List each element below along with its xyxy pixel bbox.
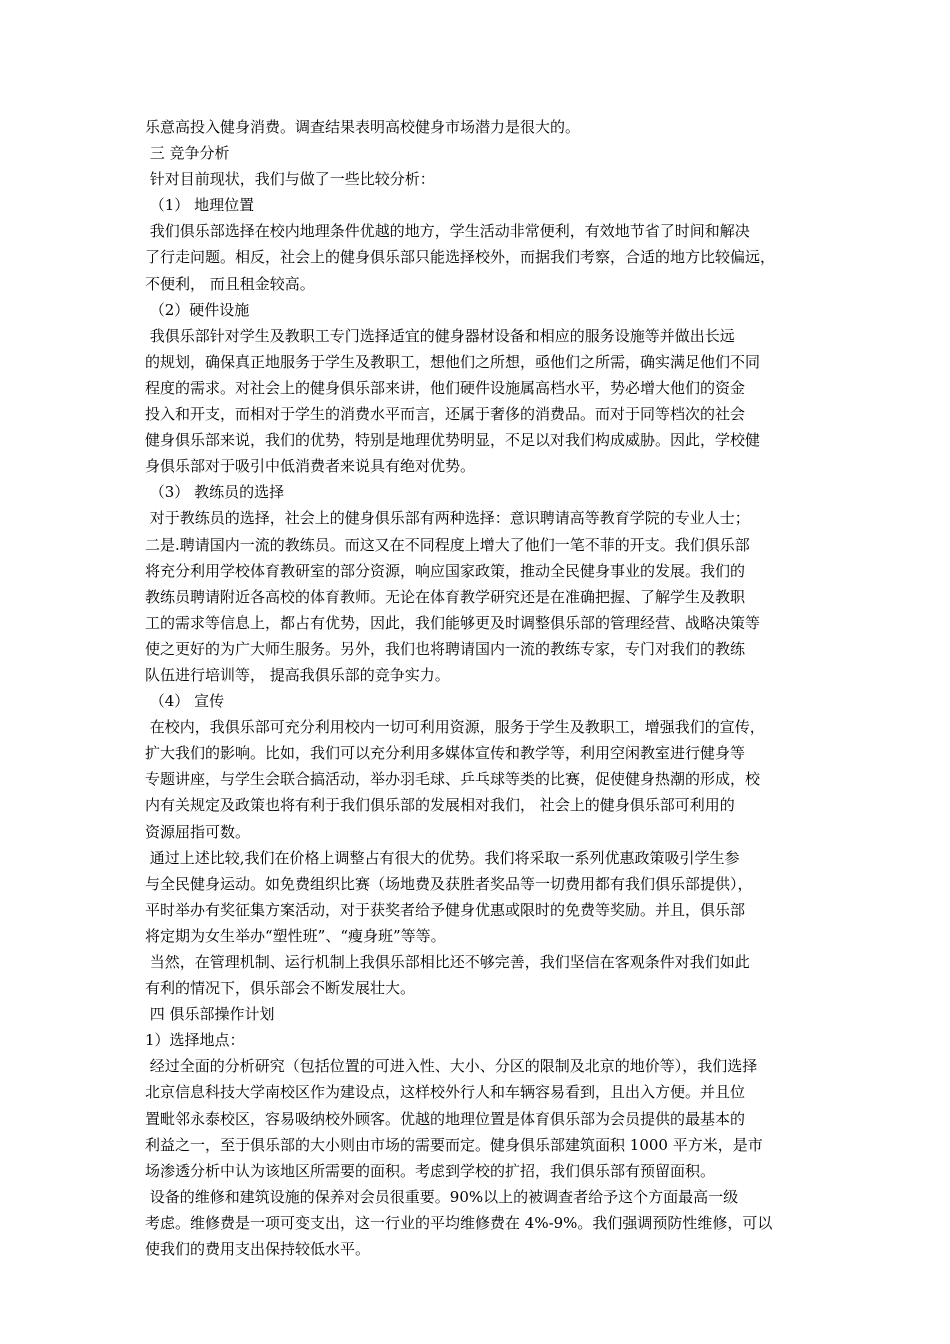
text-line: 身俱乐部对于吸引中低消费者来说具有绝对优势。 [145,457,476,476]
text-line: 使我们的费用支出保持较低水平。 [145,1240,371,1259]
text-line: 平时举办有奖征集方案活动，对于获奖者给予健身优惠或限时的免费等奖励。并且，俱乐部 [145,900,746,919]
text-line: 对于教练员的选择，社会上的健身俱乐部有两种选择：意识聘请高等教育学院的专业人士； [145,509,750,528]
section-heading: 三 竞争分析 [145,144,230,163]
text-line: 我们俱乐部选择在校内地理条件优越的地方，学生活动非常便利，有效地节省了时间和解决 [145,222,750,241]
text-line: 利益之一，至于俱乐部的大小则由市场的需要而定。健身俱乐部建筑面积 1000 平方米，是市 [145,1135,763,1154]
text-line: 在校内，我俱乐部可充分利用校内一切可利用资源，服务于学生及教职工，增强我们的宣传， [145,718,765,737]
text-line: 资源屈指可数。 [145,822,251,841]
text-line: 乐意高投入健身消费。调查结果表明高校健身市场潜力是很大的。 [145,118,581,136]
text-line: 将充分利用学校体育教研室的部分资源，响应国家政策，推动全民健身事业的发展。我们的 [145,561,746,580]
text-line: 程度的需求。对社会上的健身俱乐部来讲，他们硬件设施属高档水平，势必增大他们的资金 [145,378,746,397]
text-line: 工的需求等信息上，都占有优势，因此，我们能够更及时调整俱乐部的管理经营、战略决策等 [145,613,761,632]
text-line: 通过上述比较,我们在价格上调整占有很大的优势。我们将采取一系列优惠政策吸引学生参 [145,848,740,867]
text-line: 有利的情况下，俱乐部会不断发展壮大。 [145,979,416,998]
subsection-heading: （1） 地理位置 [145,196,255,215]
text-line: 场渗透分析中认为该地区所需要的面积。考虑到学校的扩招，我们俱乐部有预留面积。 [145,1161,716,1180]
text-line: 当然，在管理机制、运行机制上我俱乐部相比还不够完善，我们坚信在客观条件对我们如此 [145,953,750,971]
subsection-heading: 1）选择地点： [145,1031,245,1050]
text-line: 不便利， 而且租金较高。 [145,274,315,293]
text-line: 的规划，确保真正地服务于学生及教职工，想他们之所想，亟他们之所需，确实满足他们不同 [145,352,761,371]
text-line: 设备的维修和建筑设施的保养对会员很重要。90%以上的被调查者给予这个方面最高一级 [145,1187,739,1206]
subsection-heading: （2）硬件设施 [145,300,250,319]
text-line: 使之更好的为广大师生服务。另外，我们也将聘请国内一流的教练专家，专门对我们的教练 [145,639,746,658]
text-line: 健身俱乐部来说，我们的优势，特别是地理优势明显，不足以对我们构成威胁。因此，学校健 [145,431,761,450]
text-line: 与全民健身运动。如免费组织比赛（场地费及获胜者奖品等一切费用都有我们俱乐部提供）， [145,874,753,893]
text-line: 专题讲座，与学生会联合搞活动，举办羽毛球、乒乓球等类的比赛，促使健身热潮的形成，校 [145,770,761,789]
text-line: 内有关规定及政策也将有利于我们俱乐部的发展相对我们， 社会上的健身俱乐部可利用的 [145,796,735,815]
text-line: 将定期为女生举办“塑性班”、“瘦身班”等等。 [145,926,446,945]
text-line: 教练员聘请附近各高校的体育教师。无论在体育教学研究还是在准确把握、了解学生及教职 [145,587,746,606]
text-line: 了行走问题。相反，社会上的健身俱乐部只能选择校外，而据我们考察，合适的地方比较偏远， [145,248,776,267]
text-line: 针对目前现状，我们与做了一些比较分析： [145,170,435,189]
text-line: 我俱乐部针对学生及教职工专门选择适宜的健身器材设备和相应的服务设施等并做出长远 [145,326,735,345]
text-line: 置毗邻永泰校区，容易吸纳校外顾客。优越的地理位置是体育俱乐部为会员提供的最基本的 [145,1109,746,1128]
text-line: 北京信息科技大学南校区作为建设点，这样校外行人和车辆容易看到，且出入方便。并且位 [145,1083,746,1102]
text-line: 扩大我们的影响。比如，我们可以充分利用多媒体宣传和教学等，利用空闲教室进行健身等 [145,744,746,763]
body-text [145,114,809,1262]
text-line: 二是.聘请国内一流的教练员。而这又在不同程度上增大了他们一笔不菲的开支。我们俱乐部 [145,535,750,554]
section-heading: 四 俱乐部操作计划 [145,1005,275,1024]
subsection-heading: （3） 教练员的选择 [145,483,285,502]
text-line: 投入和开支，而相对于学生的消费水平而言，还属于奢侈的消费品。而对于同等档次的社会 [145,405,746,424]
text-line: 考虑。维修费是一项可变支出，这一行业的平均维修费在 4%-9%。我们强调预防性维修，可以 [145,1213,773,1232]
subsection-heading: （4） 宣传 [145,692,225,711]
text-line: 队伍进行培训等， 提高我俱乐部的竞争实力。 [145,665,450,684]
text-line: 经过全面的分析研究（包括位置的可进入性、大小、分区的限制及北京的地价等），我们选择 [145,1057,758,1076]
